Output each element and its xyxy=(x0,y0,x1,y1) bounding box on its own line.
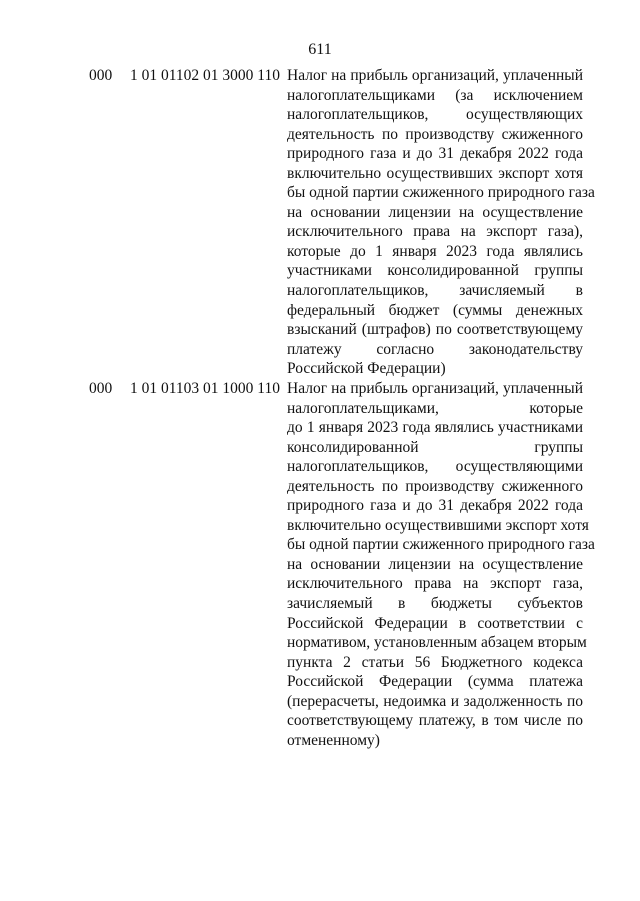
description-line: налогоплательщиков, осуществляющих xyxy=(287,106,583,124)
description-line: природного газа и до 31 декабря 2022 года xyxy=(287,145,583,163)
description-line: отмененному) xyxy=(287,731,380,749)
description-line: на основании лицензии на осуществление xyxy=(287,555,583,573)
description-line: деятельность по производству сжиженного xyxy=(287,477,583,495)
description-line: пункта 2 статьи 56 Бюджетного кодекса xyxy=(287,653,583,671)
description-line: налогоплательщиками, которые xyxy=(287,399,583,417)
description-line: налогоплательщиками (за исключением xyxy=(287,86,583,104)
description-line: платежу согласно законодательству xyxy=(287,340,583,358)
description-line: федеральный бюджет (суммы денежных xyxy=(287,301,583,319)
administrator-code: 000 xyxy=(89,67,113,84)
description-line: Российской Федерации в соответствии с xyxy=(287,614,583,632)
description-line: налогоплательщиков, зачисляемый в xyxy=(287,282,583,300)
description-line: деятельность по производству сжиженного xyxy=(287,125,583,143)
description-line: налогоплательщиков, осуществляющими xyxy=(287,458,583,476)
description-line: бы одной партии сжиженного природного газа xyxy=(287,536,595,554)
page-number: 611 xyxy=(308,41,332,58)
description-line: включительно осуществивших экспорт хотя xyxy=(287,164,583,182)
description-line: которые до 1 января 2023 года являлись xyxy=(287,242,583,260)
description-line: Налог на прибыль организаций, уплаченный xyxy=(287,67,583,84)
description-line: включительно осуществившими экспорт хотя xyxy=(287,516,589,534)
description-line: на основании лицензии на осуществление xyxy=(287,203,583,221)
administrator-code: 000 xyxy=(89,380,113,397)
description-line: бы одной партии сжиженного природного газа xyxy=(287,184,595,202)
description-line: участниками консолидированной группы xyxy=(287,262,583,280)
description-line: (перерасчеты, недоимка и задолженность по xyxy=(287,692,583,710)
entry-description xyxy=(287,379,595,750)
description-line: консолидированной группы xyxy=(287,438,583,456)
description-line: до 1 января 2023 года являлись участниками xyxy=(287,419,583,437)
description-line: зачисляемый в бюджеты субъектов xyxy=(287,595,583,613)
description-line: исключительного права на экспорт газа), xyxy=(287,223,583,241)
budget-classification-code: 1 01 01102 01 3000 110 xyxy=(130,67,280,84)
description-line: Налог на прибыль организаций, уплаченный xyxy=(287,380,583,397)
description-line: взысканий (штрафов) по соответствующему xyxy=(287,321,583,339)
entry-description xyxy=(287,66,595,379)
budget-classification-code: 1 01 01103 01 1000 110 xyxy=(130,380,280,397)
description-line: Российской Федерации) xyxy=(287,360,446,378)
description-line: нормативом, установленным абзацем вторым xyxy=(287,634,587,652)
description-line: соответствующему платежу, в том числе по xyxy=(287,712,583,730)
description-line: природного газа и до 31 декабря 2022 года xyxy=(287,497,583,515)
description-line: Российской Федерации (сумма платежа xyxy=(287,673,583,691)
description-line: исключительного права на экспорт газа, xyxy=(287,575,583,593)
